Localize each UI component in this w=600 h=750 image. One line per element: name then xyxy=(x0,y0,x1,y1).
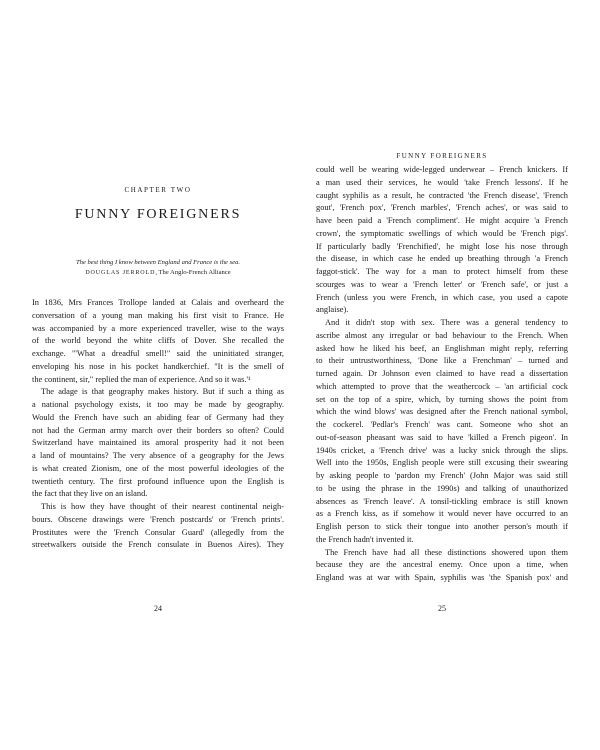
text-line: not had the German army march over their borders so often? Could xyxy=(32,425,284,435)
page-number-left: 24 xyxy=(154,604,162,613)
chapter-number: CHAPTER TWO xyxy=(124,186,192,194)
text-line: absences as 'French leave'. A tonsil-tickling embrace is still known xyxy=(316,496,568,506)
text-line: because they are the ancestral enemy. Once upon a time, when xyxy=(316,560,568,570)
text-line: bours. Obscene drawings were 'French postcards' or 'French prints'. xyxy=(32,514,284,524)
text-line: twentieth century. The first profound influence upon the English is xyxy=(32,476,284,486)
text-line: could well be wearing wide-legged underwear – French knickers. If xyxy=(316,165,568,174)
text-line: conversation of a young man making his first visit to France. He xyxy=(32,310,284,320)
text-line: If particularly badly 'Frenchified', he might lose his nose through xyxy=(316,241,568,251)
right-body-text xyxy=(316,164,568,585)
epigraph-attribution xyxy=(85,269,230,276)
text-line: streetwalkers outside the French consulate in Buenos Aires). They xyxy=(32,540,284,550)
chapter-title: FUNNY FOREIGNERS xyxy=(74,207,242,222)
text-line: England was at war with Spain, syphilis was 'the Spanish pox' and xyxy=(316,573,568,582)
text-line: the continent, sir," replied the man of experience. And so it was.'¹ xyxy=(32,374,251,384)
text-line: Would the French have such an abiding fear of Germany had they xyxy=(32,412,284,422)
text-line: of the world beyond the white cliffs of Dover. She recalled the xyxy=(32,336,284,346)
text-line: crown', the symptomatic swellings of which would be 'French pigs'. xyxy=(316,228,568,238)
text-line: anglaise). xyxy=(316,305,349,315)
running-head: FUNNY FOREIGNERS xyxy=(396,152,488,160)
text-line: the fact that they live on an island. xyxy=(32,489,148,499)
text-line: as a French kiss, as if somehow it would never have occurred to an xyxy=(316,509,568,519)
text-line: to their untrustworthiness, 'Done like a Frenchman' – turned and xyxy=(316,356,568,366)
epigraph xyxy=(32,258,284,278)
text-line: out-of-season pheasant was said to have 'killed a French pigeon'. In xyxy=(316,432,568,442)
left-body-text xyxy=(32,297,284,552)
text-line: to be using the phrase in the 1990s) and talking of unauthorized xyxy=(316,483,568,493)
text-line: 1940s cricket, a 'French drive' was a lucky snick through the slips. xyxy=(316,445,568,455)
text-line: enveloping his nose in his pocket handkerchief. "It is the smell of xyxy=(32,361,284,371)
page-number-right: 25 xyxy=(438,604,446,613)
text-line: a land of mountains? The very absence of a geography for the Jews xyxy=(32,451,284,460)
text-line: a national psychology exists, it too may be made by geography. xyxy=(32,400,284,409)
text-line: The adage is that geography makes history. But if such a thing as xyxy=(41,387,284,397)
text-line: Well into the 1950s, English people were still excusing their swearing xyxy=(316,458,568,468)
text-line: asked how he liked his beef, an Englishman might reply, referring xyxy=(316,343,568,353)
text-line: exchange. '"What a dreadful smell!" said the uninitiated stranger, xyxy=(32,349,284,358)
text-line: is what created Zionism, one of the most powerful ideologies of the xyxy=(32,463,284,473)
text-line: which attempted to prove that the weathercock – 'an artificial cock xyxy=(316,381,568,391)
text-line: was accompanied by a more experienced traveller, wise to the ways xyxy=(32,323,284,333)
text-line: faggot-stick'. The way for a man to protect himself from these xyxy=(316,267,568,276)
text-line: French (unless you were French, in which case, you used a capote xyxy=(316,292,568,302)
epigraph-author: DOUGLAS JERROLD xyxy=(85,270,156,276)
text-line: gout', 'French pox', 'French marbles', 'French aches', or was said to xyxy=(316,203,568,213)
text-line: ascribe almost any irregular or bad behaviour to the French. When xyxy=(316,330,568,340)
text-line: have been paid a 'French compliment'. He might acquire 'a French xyxy=(316,216,568,225)
right-page xyxy=(300,0,600,750)
text-line: This is how they have thought of their nearest continental neigh- xyxy=(41,502,284,511)
text-line: scourges was to wear a 'French letter' or 'French safe', or just a xyxy=(316,279,568,289)
text-line: The French have had all these distinctions showered upon them xyxy=(325,547,568,557)
text-line: the disease, in which case he ended up breathing through 'a French xyxy=(316,254,568,264)
text-line: Switzerland have maintained its amoral prosperity had it not been xyxy=(32,438,284,448)
text-line: And it didn't stop with sex. There was a general tendency to xyxy=(325,318,568,327)
epigraph-quote: The best thing I know between England and France is the sea. xyxy=(75,259,241,266)
text-line: by asking people to 'pardon my French' (John Major was said still xyxy=(316,471,568,480)
text-line: turned again. Dr Johnson even claimed to have read a dissertation xyxy=(316,369,568,378)
text-line: set on the top of a spire, which, by turning shows the point from xyxy=(316,394,568,404)
text-line: a man used their services, he would 'take French lessons'. If he xyxy=(316,177,568,187)
epigraph-source: , The Anglo-French Alliance xyxy=(155,269,231,276)
text-line: the French hadn't invented it. xyxy=(316,534,414,544)
text-line: which the wind blows' was designed after the French national symbol, xyxy=(316,407,568,417)
text-line: the cockerel. 'Pedlar's French' was cant. Someone who shot an xyxy=(316,420,568,429)
text-line: English person to stick their tongue into another person's mouth if xyxy=(316,522,568,531)
text-line: caught syphilis as a result, he contracted 'the French disease', 'French xyxy=(316,190,568,200)
text-line: Prostitutes were the 'French Consular Guard' (allegedly from the xyxy=(32,527,284,537)
text-line: In 1836, Mrs Frances Trollope landed at Calais and overheard the xyxy=(32,298,284,307)
